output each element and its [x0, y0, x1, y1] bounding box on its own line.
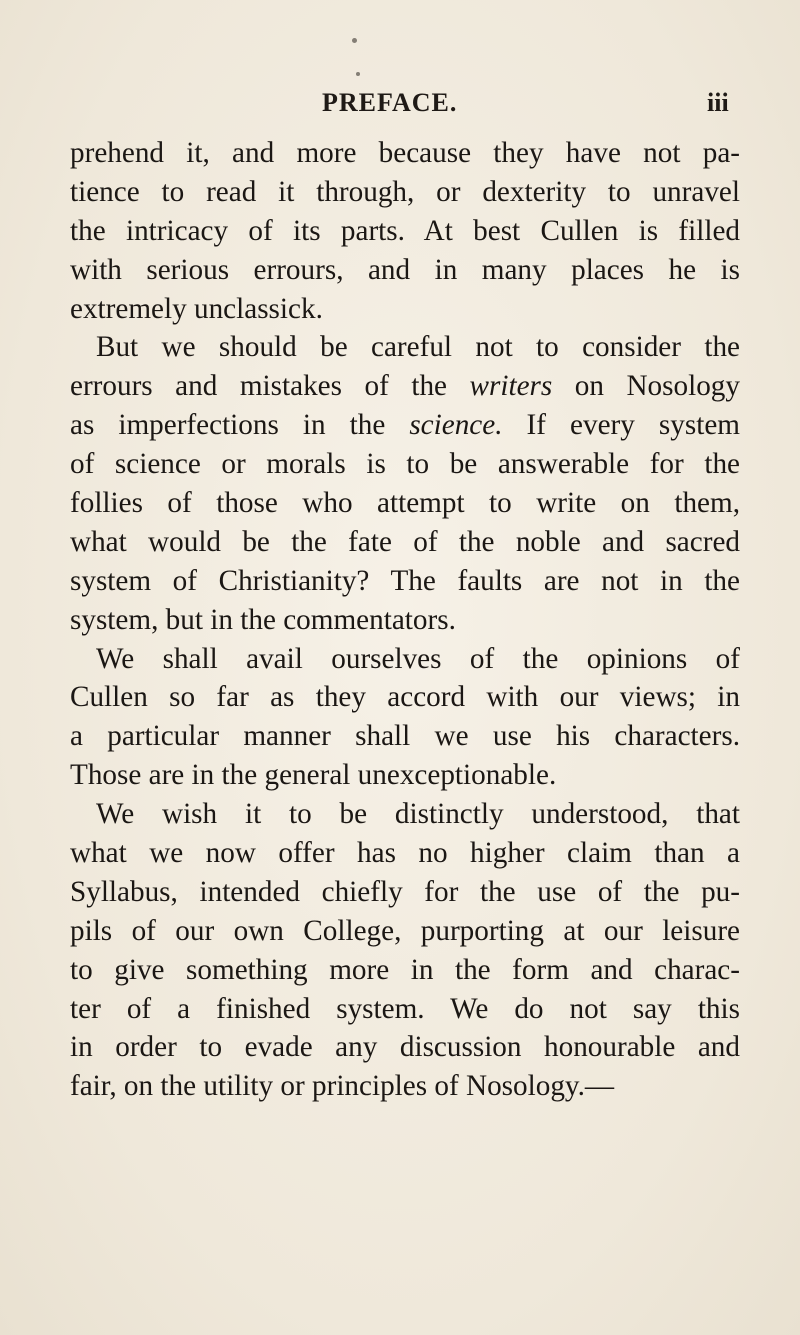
text-line: system, but in the commentators.	[70, 603, 456, 636]
italic-term: writers	[469, 370, 553, 403]
text-segment: errours and mistakes of the	[70, 370, 470, 403]
page-number: iii	[707, 88, 729, 117]
page-header	[0, 86, 800, 126]
text-line: extremely unclassick.	[70, 292, 323, 325]
text-line: We shall avail ourselves of the opinions of	[96, 642, 740, 675]
text-line: follies of those who attempt to write on them,	[70, 487, 740, 520]
text-line: tience to read it through, or dexterity to unravel	[70, 175, 740, 208]
text-line: ter of a finished system. We do not say this	[70, 992, 740, 1025]
text-line: pils of our own College, purporting at our leisure	[70, 914, 740, 947]
text-segment: on Nosology	[552, 370, 740, 403]
text-line: system of Christianity? The faults are not in the	[70, 564, 740, 597]
ink-speck	[352, 38, 357, 43]
text-line: a particular manner shall we use his characters.	[70, 720, 740, 753]
text-line: prehend it, and more because they have not pa-	[70, 137, 740, 169]
text-line: Cullen so far as they accord with our views; in	[70, 681, 740, 714]
text-line: what we now offer has no higher claim than a	[70, 837, 740, 870]
text-line: fair, on the utility or principles of Nosology.—	[70, 1070, 615, 1103]
text-segment: as imperfections in the	[70, 409, 410, 442]
text-line	[70, 367, 740, 406]
running-title: PREFACE.	[322, 88, 458, 117]
text-line: with serious errours, and in many places he is	[70, 253, 740, 286]
text-line: of science or morals is to be answerable for the	[70, 448, 740, 481]
text-segment: If every system	[502, 409, 740, 442]
text-line: Those are in the general unexceptionable.	[70, 759, 557, 792]
italic-term: science.	[409, 409, 503, 442]
ink-speck	[356, 72, 360, 76]
text-line: Syllabus, intended chiefly for the use of the pu-	[70, 875, 740, 908]
body-text	[70, 134, 740, 1106]
text-line: what would be the fate of the noble and sacred	[70, 525, 740, 558]
text-line: We wish it to be distinctly understood, that	[96, 798, 740, 831]
text-line: the intricacy of its parts. At best Cullen is filled	[70, 214, 740, 247]
text-line: in order to evade any discussion honourable and	[70, 1031, 740, 1064]
text-line	[70, 406, 740, 445]
text-line: But we should be careful not to consider the	[96, 331, 740, 364]
text-line: to give something more in the form and charac-	[70, 953, 740, 986]
